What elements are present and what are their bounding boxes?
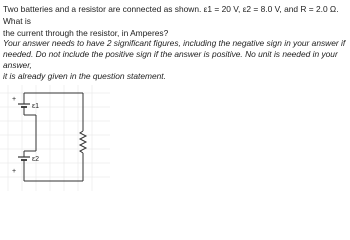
circuit-diagram bbox=[0, 85, 110, 191]
answer-instructions bbox=[3, 38, 349, 82]
question-line-2: the current through the resistor, in Amperes? bbox=[3, 28, 169, 38]
instructions-line-2: needed. Do not include the positive sign if the answer is positive. No unit is needed in your answer, bbox=[3, 49, 338, 70]
instructions-line-3: it is already given in the question statement. bbox=[3, 71, 166, 81]
battery2-label: ε2 bbox=[32, 156, 40, 163]
question-line-1: Two batteries and a resistor are connected as shown. ε1 = 20 V, ε2 = 8.0 V, and R = 2.0 Ω. What is bbox=[3, 4, 339, 26]
resistor-zigzag bbox=[80, 131, 86, 153]
battery1-plus-sign: + bbox=[12, 96, 17, 103]
grid-background bbox=[0, 85, 110, 191]
battery2-plus-sign: + bbox=[12, 168, 17, 175]
battery1-label: ε1 bbox=[32, 103, 40, 110]
instructions-line-1: Your answer needs to have 2 significant figures, including the negative sign in your answer if bbox=[3, 38, 346, 48]
question-text bbox=[3, 3, 349, 39]
